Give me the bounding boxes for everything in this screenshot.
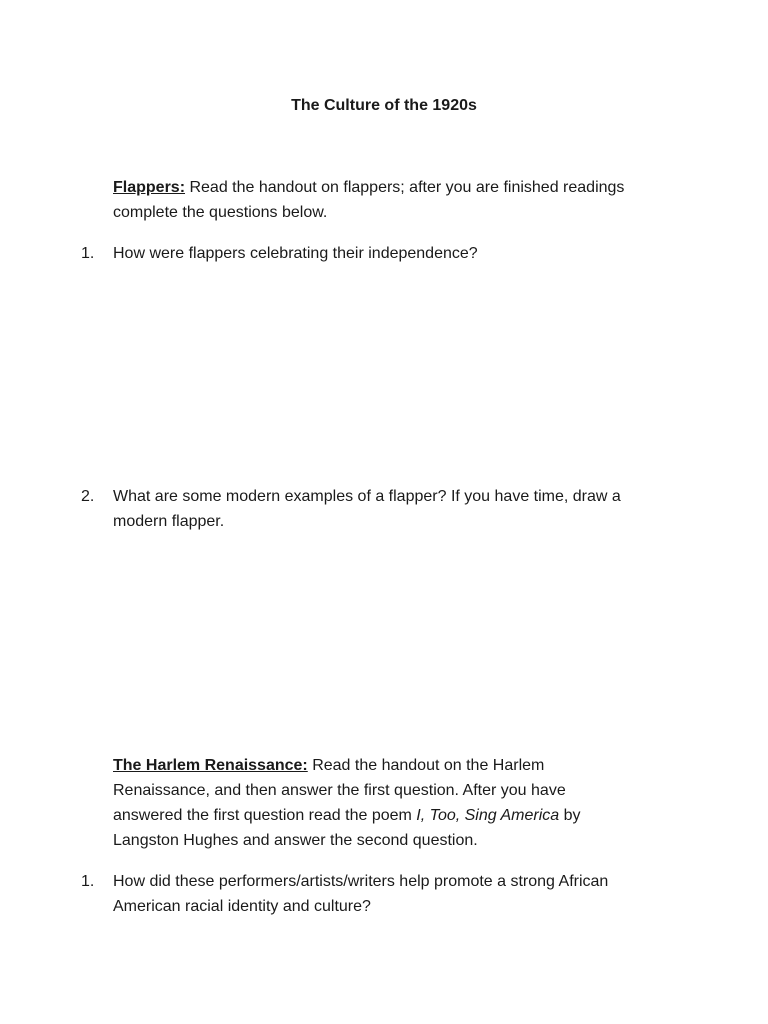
question-number: 2. <box>81 488 95 505</box>
question-number: 1. <box>81 245 95 262</box>
harlem-instructions-text: Read the handout on the Harlem Renaissance, and then answer the first question. After you have answered the first question read the poem <box>113 757 566 824</box>
question-text: How did these performers/artists/writers help promote a strong African American racial identity and culture? <box>113 873 609 915</box>
flappers-heading: Flappers: <box>113 179 186 196</box>
flappers-question-1 <box>81 241 663 266</box>
flappers-instructions-text: Read the handout on flappers; after you are finished readings complete the questions below. <box>113 179 625 221</box>
question-number: 1. <box>81 873 95 890</box>
flappers-instructions <box>113 175 663 225</box>
document-title: The Culture of the 1920s <box>291 97 477 114</box>
question-text: How were flappers celebrating their independence? <box>113 245 478 262</box>
harlem-instructions-text-end: by Langston Hughes and answer the second question. <box>113 807 581 849</box>
harlem-instructions <box>113 753 618 853</box>
flappers-question-2 <box>81 484 663 534</box>
harlem-question-1 <box>81 869 641 919</box>
question-text: What are some modern examples of a flapper? If you have time, draw a modern flapper. <box>113 488 621 530</box>
harlem-heading: The Harlem Renaissance: <box>113 757 308 774</box>
poem-title: I, Too, Sing America <box>416 807 560 824</box>
